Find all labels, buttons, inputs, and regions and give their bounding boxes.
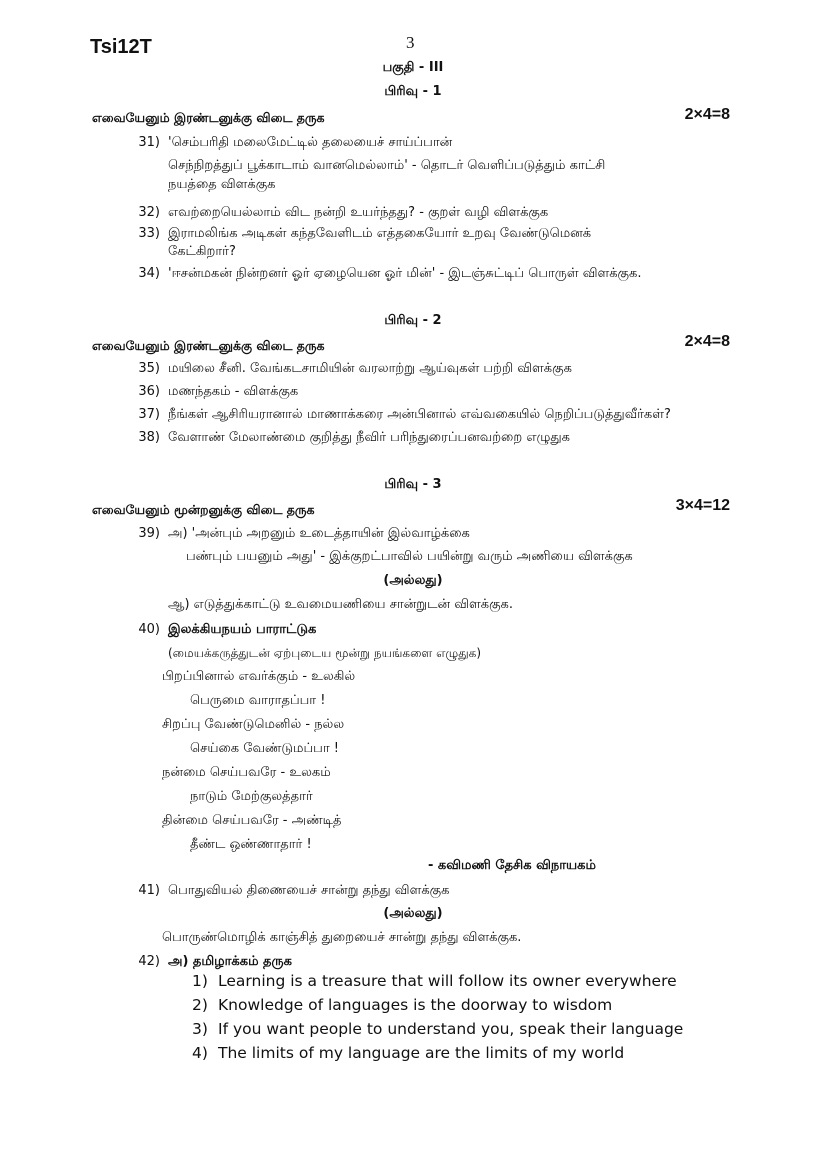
translation-item bbox=[192, 996, 612, 1014]
poem-line: தீண்ட ஒண்ணாதார் ! bbox=[190, 837, 312, 852]
or-separator: (அல்லது) bbox=[383, 573, 443, 588]
question-39-b: ஆ) எடுத்துக்காட்டு உவமையணியை சான்றுடன் விளக்குக. bbox=[168, 597, 514, 612]
question-number: 31) bbox=[138, 135, 160, 150]
section-2-instruction: எவையேனும் இரண்டனுக்கு விடை தருக bbox=[92, 338, 325, 353]
section-2-title: பிரிவு - 2 bbox=[384, 313, 442, 328]
question-number: 32) bbox=[138, 205, 160, 220]
question-39 bbox=[112, 526, 470, 542]
poem-line: பெருமை வாராதப்பா ! bbox=[190, 693, 326, 708]
section-3-instruction: எவையேனும் மூன்றனுக்கு விடை தருக bbox=[92, 502, 315, 517]
question-40 bbox=[112, 622, 316, 638]
question-text: வேளாண் மேலாண்மை குறித்து நீவிர் பரிந்துரைப்பனவற்றை எழுதுக bbox=[168, 430, 570, 445]
item-number: 4) bbox=[192, 1044, 208, 1062]
question-text: மயிலை சீனி. வேங்கடசாமியின் வரலாற்று ஆய்வுகள் பற்றி விளக்குக bbox=[168, 361, 572, 376]
section-1-instruction: எவையேனும் இரண்டனுக்கு விடை தருக bbox=[92, 110, 325, 125]
question-text: மணந்தகம் - விளக்குக bbox=[168, 384, 299, 399]
question-33 bbox=[112, 226, 591, 242]
question-36 bbox=[112, 384, 298, 400]
question-31-line-2: செந்நிறத்துப் பூக்காடாம் வானமெல்லாம்' - தொடர் வெளிப்படுத்தும் காட்சி bbox=[168, 158, 606, 173]
section-3-marks: 3×4=12 bbox=[675, 497, 730, 514]
question-title: இலக்கியநயம் பாராட்டுக bbox=[168, 622, 317, 637]
question-number: 42) bbox=[138, 954, 160, 969]
question-41 bbox=[112, 883, 449, 899]
question-38 bbox=[112, 430, 570, 446]
question-text: 'செம்பரிதி மலைமேட்டில் தலையைச் சாய்ப்பான் bbox=[168, 135, 453, 150]
question-32 bbox=[112, 205, 548, 221]
poem-author: - கவிமணி தேசிக விநாயகம் bbox=[428, 858, 596, 873]
translation-item bbox=[192, 1044, 624, 1062]
page-number: 3 bbox=[406, 33, 415, 52]
poem-line: பிறப்பினால் எவர்க்கும் - உலகில் bbox=[162, 669, 356, 684]
item-number: 3) bbox=[192, 1020, 208, 1038]
question-text: நீங்கள் ஆசிரியரானால் மாணாக்கரை அன்பினால் எவ்வகையில் நெறிப்படுத்துவீர்கள்? bbox=[168, 407, 671, 422]
question-37 bbox=[112, 407, 671, 423]
question-number: 37) bbox=[138, 407, 160, 422]
question-title: அ) தமிழாக்கம் தருக bbox=[168, 954, 292, 969]
part-title: பகுதி - III bbox=[382, 60, 444, 75]
poem-line: நன்மை செய்பவரே - உலகம் bbox=[162, 765, 331, 780]
question-text: பொதுவியல் திணையைச் சான்று தந்து விளக்குக bbox=[168, 883, 450, 898]
paper-code: Tsi12T bbox=[90, 36, 152, 58]
item-text: If you want people to understand you, speak their language bbox=[218, 1020, 684, 1038]
question-33-line-2: கேட்கிறார்? bbox=[168, 244, 236, 259]
poem-line: நாடும் மேற்குலத்தார் bbox=[190, 789, 313, 804]
translation-item bbox=[192, 972, 677, 990]
section-2-marks: 2×4=8 bbox=[684, 333, 730, 350]
question-41-b: பொருண்மொழிக் காஞ்சித் துறையைச் சான்று தந்து விளக்குக. bbox=[162, 930, 522, 945]
item-text: The limits of my language are the limits of my world bbox=[218, 1044, 625, 1062]
poem-line: தின்மை செய்பவரே - அண்டித் bbox=[162, 813, 342, 828]
item-text: Learning is a treasure that will follow its owner everywhere bbox=[218, 972, 677, 990]
question-39-line-2: பண்பும் பயனும் அது' - இக்குறட்பாவில் பயின்று வரும் அணியை விளக்குக bbox=[186, 549, 633, 564]
question-number: 40) bbox=[138, 622, 160, 637]
section-1-marks: 2×4=8 bbox=[684, 106, 730, 123]
question-text: எவற்றையெல்லாம் விட நன்றி உயர்ந்தது? - குறள் வழி விளக்குக bbox=[168, 205, 549, 220]
poem-line: செய்கை வேண்டுமப்பா ! bbox=[190, 741, 339, 756]
question-42 bbox=[112, 954, 292, 970]
question-text: அ) 'அன்பும் அறனும் உடைத்தாயின் இல்வாழ்க்கை bbox=[168, 526, 470, 541]
question-number: 41) bbox=[138, 883, 160, 898]
section-3-title: பிரிவு - 3 bbox=[384, 477, 442, 492]
section-1-title: பிரிவு - 1 bbox=[384, 84, 442, 99]
item-text: Knowledge of languages is the doorway to wisdom bbox=[218, 996, 613, 1014]
question-35 bbox=[112, 361, 572, 377]
question-number: 38) bbox=[138, 430, 160, 445]
question-number: 34) bbox=[138, 266, 160, 281]
or-separator: (அல்லது) bbox=[383, 906, 443, 921]
question-34 bbox=[112, 266, 641, 282]
question-number: 36) bbox=[138, 384, 160, 399]
question-text: 'ஈசன்மகன் நின்றனர் ஓர் ஏழையென ஓர் மின்' - இடஞ்சுட்டிப் பொருள் விளக்குக. bbox=[168, 266, 642, 281]
translation-item bbox=[192, 1020, 683, 1038]
item-number: 1) bbox=[192, 972, 208, 990]
item-number: 2) bbox=[192, 996, 208, 1014]
question-40-note: (மையக்கருத்துடன் ஏற்புடைய மூன்று நயங்களை எழுதுக) bbox=[168, 646, 482, 660]
question-31 bbox=[112, 135, 452, 151]
question-31-line-3: நயத்தை விளக்குக bbox=[168, 177, 276, 192]
question-text: இராமலிங்க அடிகள் கந்தவேளிடம் எத்தகையோர் உறவு வேண்டுமெனக் bbox=[168, 226, 592, 241]
question-number: 33) bbox=[138, 226, 160, 241]
question-number: 35) bbox=[138, 361, 160, 376]
poem-line: சிறப்பு வேண்டுமெனில் - நல்ல bbox=[162, 717, 345, 732]
question-number: 39) bbox=[138, 526, 160, 541]
